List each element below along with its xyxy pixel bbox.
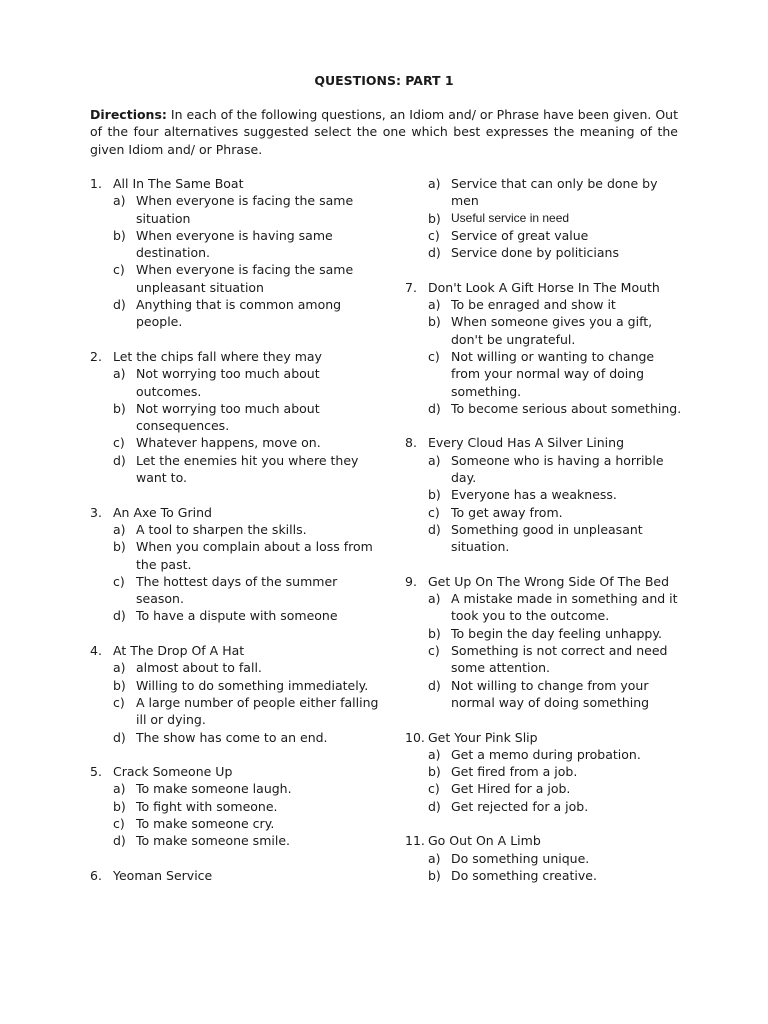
option-text: When someone gives you a gift, don't be ungrateful.	[451, 314, 653, 347]
question-number: 4.	[90, 643, 102, 659]
option-letter: d)	[428, 677, 441, 693]
option-b	[405, 210, 685, 227]
option-c	[90, 434, 380, 451]
option-letter: c)	[428, 227, 440, 243]
option-text: To make someone smile.	[136, 833, 290, 849]
option-text: A large number of people either falling ill or dying.	[136, 694, 379, 728]
question-text: Let the chips fall where they may	[113, 348, 322, 364]
option-letter: d)	[113, 608, 126, 624]
option-text: A mistake made in something and it took you to the outcome.	[451, 591, 678, 624]
option-letter: c)	[113, 435, 125, 451]
option-letter: c)	[428, 643, 440, 659]
question-text: Don't Look A Gift Horse In The Mouth	[428, 279, 660, 295]
option-d	[90, 832, 380, 849]
question-text: All In The Same Boat	[113, 176, 244, 191]
option-b	[90, 400, 380, 435]
option-text: When you complain about a loss from the past.	[136, 539, 373, 572]
option-a	[405, 296, 685, 313]
option-letter: c)	[113, 694, 125, 710]
option-d	[90, 729, 380, 746]
question-text: Crack Someone Up	[113, 764, 233, 780]
option-letter: b)	[428, 625, 441, 641]
option-text: To become serious about something.	[451, 400, 682, 416]
option-b	[90, 538, 380, 573]
option-text: To get away from.	[451, 504, 563, 520]
option-b	[90, 798, 380, 815]
option-a	[90, 192, 380, 227]
option-a	[90, 365, 380, 400]
option-letter: a)	[428, 452, 441, 468]
option-letter: a)	[428, 176, 441, 191]
option-text: Not worrying too much about consequences.	[136, 400, 320, 434]
question-5	[90, 763, 380, 849]
option-b	[90, 227, 380, 262]
option-letter: c)	[428, 348, 440, 364]
option-letter: a)	[428, 850, 441, 866]
option-b	[90, 677, 380, 694]
question-text: An Axe To Grind	[113, 504, 212, 520]
option-d	[405, 798, 685, 815]
option-c	[90, 261, 380, 296]
question-9	[405, 573, 685, 711]
option-text: To begin the day feeling unhappy.	[451, 625, 662, 641]
option-text: Get a memo during probation.	[451, 746, 641, 762]
question-7	[405, 279, 685, 417]
option-text: Something good in unpleasant situation.	[451, 521, 643, 555]
question-2	[90, 348, 380, 486]
option-b	[405, 763, 685, 780]
question-text: Go Out On A Limb	[428, 833, 541, 849]
question-text: Every Cloud Has A Silver Lining	[428, 435, 625, 451]
question-11	[405, 832, 685, 884]
question-number: 6.	[90, 867, 102, 883]
option-letter: a)	[113, 193, 126, 209]
option-text: Get fired from a job.	[451, 764, 578, 780]
directions-label: Directions:	[90, 107, 167, 122]
option-letter: b)	[113, 539, 126, 555]
option-text: To have a dispute with someone	[136, 608, 338, 624]
option-a	[90, 780, 380, 797]
option-b	[405, 313, 685, 348]
question-6	[90, 867, 380, 884]
option-c	[90, 815, 380, 832]
option-d	[405, 244, 685, 261]
option-letter: d)	[428, 245, 441, 261]
question-text: Yeoman Service	[113, 867, 213, 883]
option-letter: d)	[113, 729, 126, 745]
option-text: When everyone is having same destination.	[136, 227, 333, 261]
question-text: Get Your Pink Slip	[428, 729, 538, 745]
question-8	[405, 434, 685, 555]
question-number: 7.	[405, 279, 417, 295]
option-text: To fight with someone.	[136, 798, 278, 814]
option-b	[405, 486, 685, 503]
option-letter: c)	[428, 781, 440, 797]
option-letter: b)	[428, 867, 441, 883]
option-text: Everyone has a weakness.	[451, 487, 617, 503]
option-text: The show has come to an end.	[136, 729, 328, 745]
option-d	[405, 400, 685, 417]
option-text: Useful service in need	[451, 210, 570, 225]
question-1	[90, 175, 380, 331]
option-text: Whatever happens, move on.	[136, 435, 321, 451]
option-a	[90, 521, 380, 538]
option-letter: a)	[113, 366, 126, 382]
option-letter: d)	[113, 452, 126, 468]
option-c	[90, 694, 380, 729]
question-4	[90, 642, 380, 746]
option-c	[405, 642, 685, 677]
option-text: almost about to fall.	[136, 660, 262, 676]
option-text: Let the enemies hit you where they want to.	[136, 452, 359, 486]
option-c	[405, 227, 685, 244]
option-a	[405, 850, 685, 867]
option-c	[90, 573, 380, 608]
option-letter: a)	[428, 297, 441, 313]
option-a	[405, 590, 685, 625]
option-text: Anything that is common among people.	[136, 297, 342, 330]
option-letter: b)	[428, 764, 441, 780]
option-text: Something is not correct and need some attention.	[451, 643, 668, 676]
option-text: Service done by politicians	[451, 245, 619, 261]
option-d	[90, 452, 380, 487]
option-letter: b)	[113, 227, 126, 243]
option-letter: d)	[428, 798, 441, 814]
option-text: Service that can only be done by men	[451, 176, 658, 209]
option-letter: d)	[113, 833, 126, 849]
option-letter: c)	[113, 815, 125, 831]
option-a	[405, 746, 685, 763]
option-letter: d)	[113, 297, 126, 313]
option-letter: b)	[113, 798, 126, 814]
option-letter: b)	[113, 400, 126, 416]
option-letter: c)	[113, 262, 125, 278]
option-letter: d)	[428, 400, 441, 416]
option-d	[90, 607, 380, 624]
option-letter: a)	[113, 781, 126, 797]
option-a	[90, 659, 380, 676]
option-text: Not willing or wanting to change from your normal way of doing something.	[451, 348, 655, 399]
option-letter: b)	[428, 314, 441, 330]
option-letter: d)	[428, 521, 441, 537]
option-letter: b)	[113, 677, 126, 693]
option-text: Service of great value	[451, 227, 589, 243]
option-c	[405, 504, 685, 521]
option-letter: a)	[113, 521, 126, 537]
option-text: Do something creative.	[451, 867, 597, 883]
option-letter: a)	[113, 660, 126, 676]
option-b	[405, 625, 685, 642]
option-letter: b)	[428, 210, 441, 226]
left-column	[90, 175, 380, 901]
question-3	[90, 504, 380, 625]
option-d	[405, 677, 685, 712]
question-number: 2.	[90, 348, 102, 364]
question-text: At The Drop Of A Hat	[113, 643, 245, 659]
question-6-options	[405, 175, 685, 261]
option-text: Someone who is having a horrible day.	[451, 452, 664, 486]
option-letter: a)	[428, 591, 441, 607]
option-text: Get Hired for a job.	[451, 781, 571, 797]
option-d	[405, 521, 685, 556]
option-text: Get rejected for a job.	[451, 798, 589, 814]
option-c	[405, 348, 685, 400]
question-10	[405, 729, 685, 815]
question-number: 3.	[90, 504, 102, 520]
option-c	[405, 780, 685, 797]
option-letter: c)	[113, 573, 125, 589]
question-number: 9.	[405, 573, 417, 589]
option-text: Willing to do something immediately.	[136, 677, 369, 693]
option-letter: c)	[428, 504, 440, 520]
directions-paragraph	[90, 106, 678, 158]
option-letter: b)	[428, 487, 441, 503]
question-number: 5.	[90, 764, 102, 780]
option-d	[90, 296, 380, 331]
option-text: A tool to sharpen the skills.	[136, 521, 307, 537]
right-column	[405, 175, 685, 901]
option-text: To make someone laugh.	[136, 781, 292, 797]
option-text: The hottest days of the summer season.	[136, 573, 338, 607]
page-title: QUESTIONS: PART 1	[314, 73, 454, 88]
question-number: 8.	[405, 435, 417, 451]
directions-text: In each of the following questions, an Idiom and/ or Phrase have been given. Out of the four alternatives suggested select the one which best expresses the meaning of the given Idiom and/ or Phrase.	[90, 107, 678, 157]
option-letter: a)	[428, 746, 441, 762]
option-text: To be enraged and show it	[451, 297, 616, 313]
question-number: 11.	[405, 833, 425, 849]
option-b	[405, 867, 685, 884]
option-text: When everyone is facing the same situation	[136, 193, 354, 226]
option-text: Do something unique.	[451, 850, 590, 866]
question-number: 1.	[90, 176, 102, 191]
option-text: When everyone is facing the same unpleasant situation	[136, 262, 354, 295]
option-a	[405, 452, 685, 487]
option-a	[405, 175, 685, 210]
option-text: To make someone cry.	[136, 815, 275, 831]
question-text: Get Up On The Wrong Side Of The Bed	[428, 573, 670, 589]
option-text: Not worrying too much about outcomes.	[136, 366, 320, 399]
question-number: 10.	[405, 729, 425, 745]
option-text: Not willing to change from your normal way of doing something	[451, 677, 650, 710]
